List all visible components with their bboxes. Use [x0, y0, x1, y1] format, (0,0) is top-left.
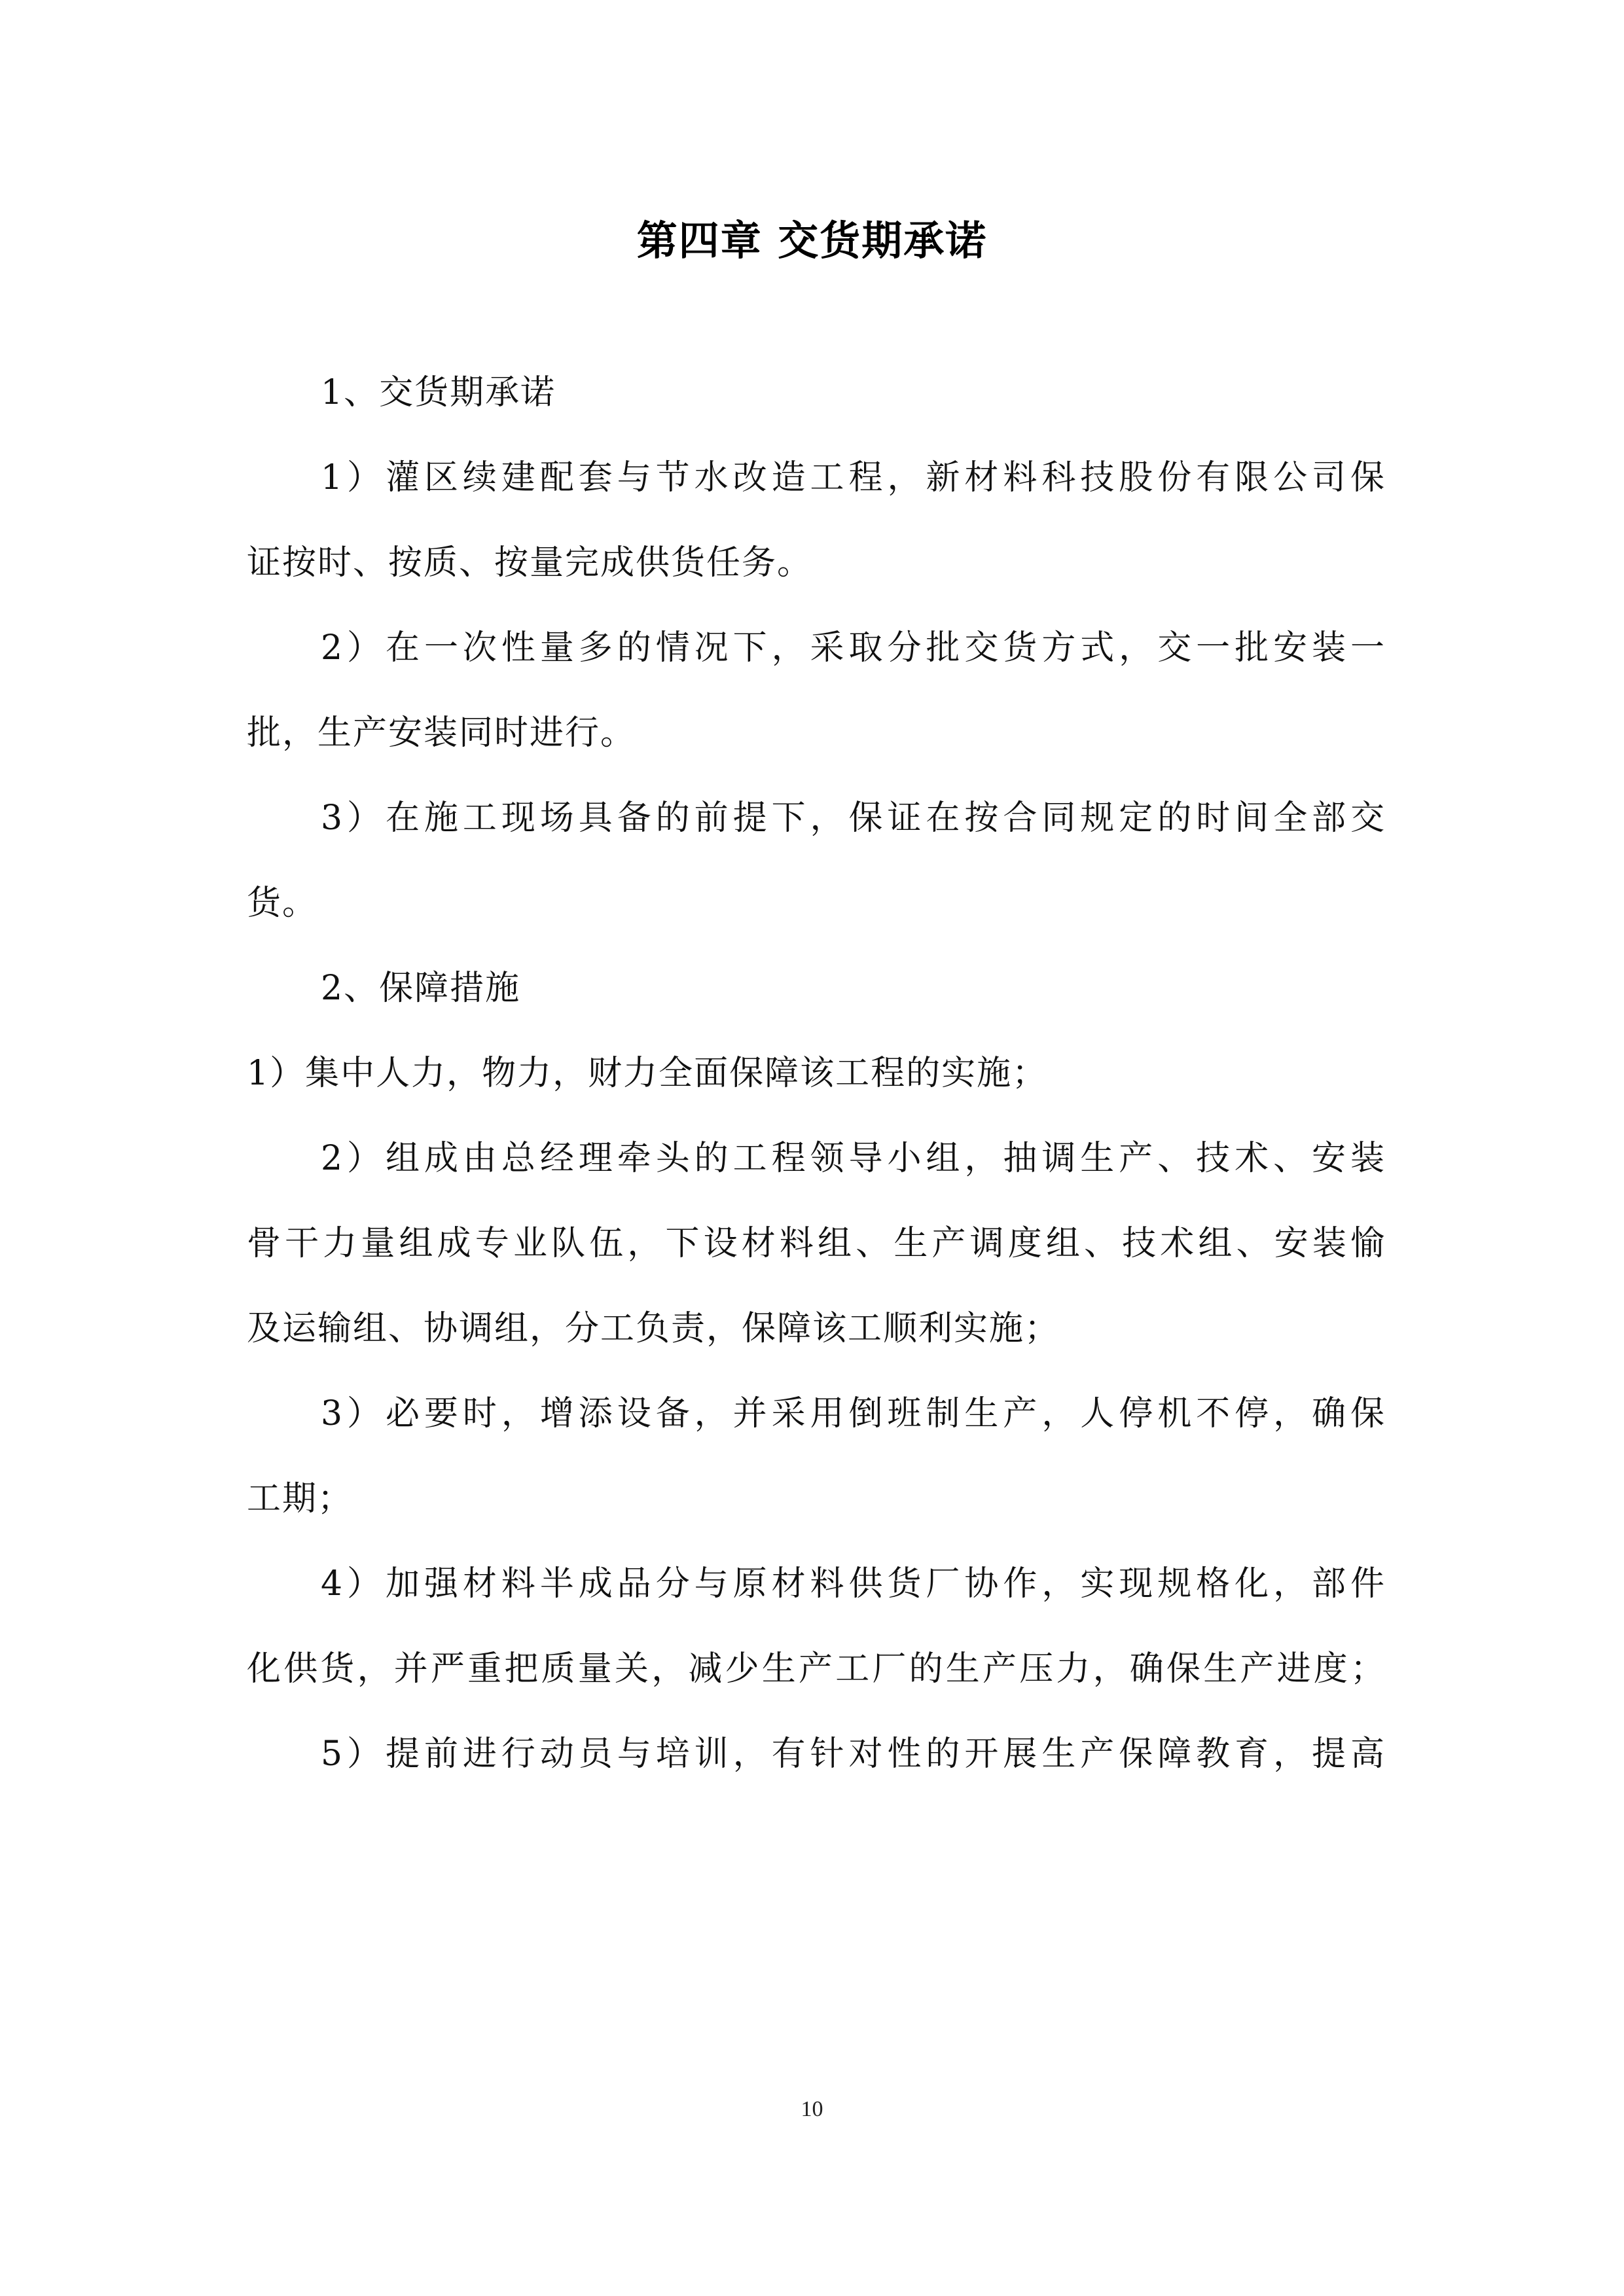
paragraph-line: 化供货，并严重把质量关，减少生产工厂的生产压力，确保生产进度； [247, 1649, 1386, 1689]
paragraph-line: 批，生产安装同时进行。 [247, 713, 636, 753]
paragraph-line: 4）加强材料半成品分与原材料供货厂协作，实现规格化，部件 [321, 1564, 1386, 1604]
paragraph-line: 证按时、按质、按量完成供货任务。 [247, 543, 813, 583]
paragraph-line: 及运输组、协调组，分工负责，保障该工顺利实施； [247, 1309, 1060, 1348]
paragraph-line: 2）在一次性量多的情况下，采取分批交货方式，交一批安装一 [321, 628, 1386, 668]
paragraph-line: 2）组成由总经理牵头的工程领导小组，抽调生产、技术、安装 [321, 1139, 1386, 1178]
chapter-title: 第四章 交货期承诺 [636, 217, 988, 264]
paragraph-line: 工期； [247, 1479, 353, 1518]
paragraph-line: 1）灌区续建配套与节水改造工程，新材料科技股份有限公司保 [321, 458, 1386, 497]
section-heading-delivery: 1、交货期承诺 [321, 373, 556, 412]
paragraph-line: 骨干力量组成专业队伍，下设材料组、生产调度组、技术组、安装愉 [247, 1224, 1386, 1263]
paragraph-line: 3）必要时，增添设备，并采用倒班制生产，人停机不停，确保 [321, 1394, 1386, 1433]
paragraph-line: 5）提前进行动员与培训，有针对性的开展生产保障教育，提高 [321, 1734, 1386, 1774]
page-number: 10 [801, 2097, 823, 2121]
paragraph-line: 3）在施工现场具备的前提下，保证在按合同规定的时间全部交 [321, 798, 1386, 838]
paragraph-line: 货。 [247, 884, 318, 923]
paragraph-line: 1）集中人力，物力，财力全面保障该工程的实施； [247, 1054, 1048, 1093]
section-heading-measures: 2、保障措施 [321, 969, 521, 1008]
